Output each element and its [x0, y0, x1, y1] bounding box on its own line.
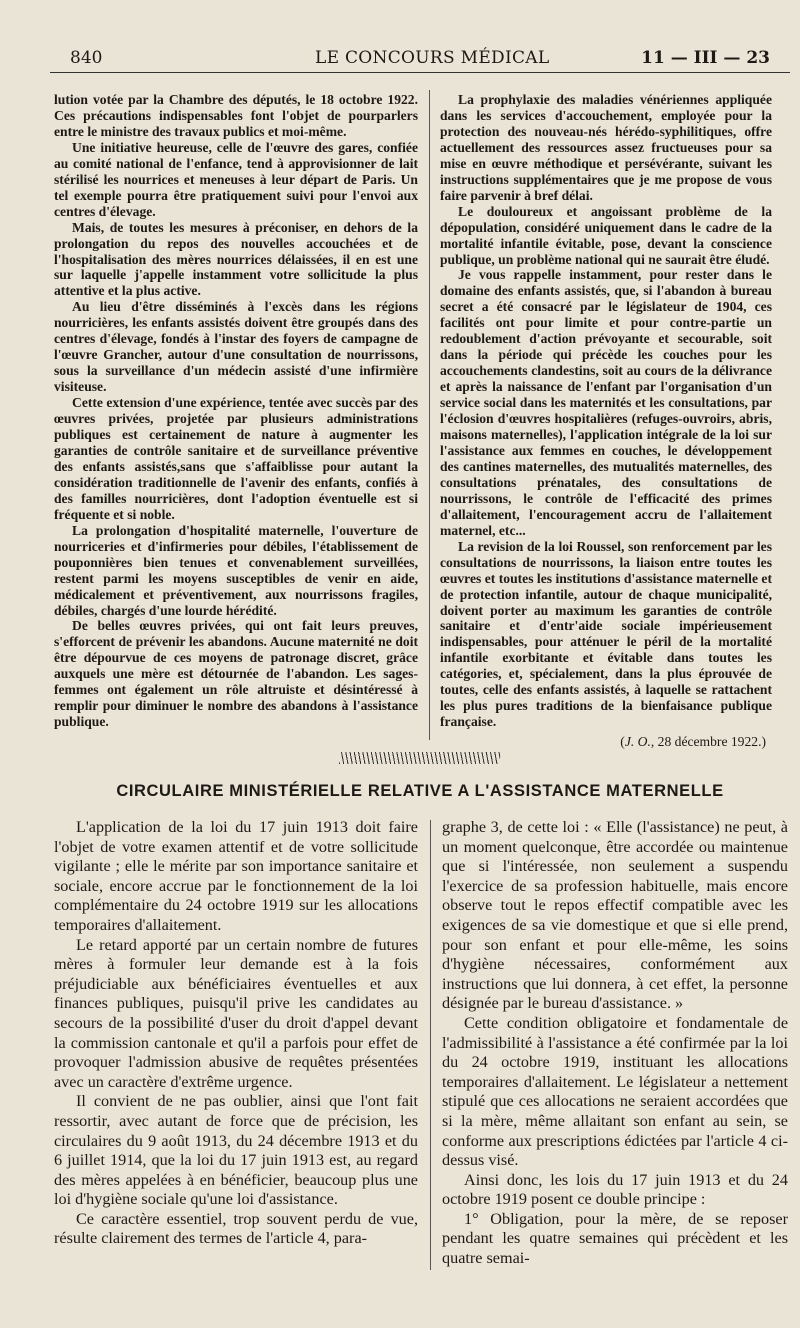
top-right-column [440, 92, 772, 750]
paragraph: La prolongation d'hospitalité maternelle, l'ouverture de nourriceries et d'infirmeries pour débiles, l'établissement de pouponnières bien tenues et convenablement surveillées, restent parmi les moyens susceptibles de venir en aide, médicalement et préventivement, aux nourrissons fragiles, débiles, chargés d'une lourde hérédité. [54, 522, 418, 618]
paragraph: La prophylaxie des maladies vénériennes appliquée dans les services d'accouchement, employée pour la protection des nouveau-nés hérédo-syphilitiques, offre actuellement des ressources assez fructueuses pour sa mise en œuvre méthodique et persévérante, suivant les instructions supplémentaires que je me propose de vous faire parvenir à bref délai. [440, 92, 772, 203]
top-left-column [54, 92, 418, 730]
paragraph: Ainsi donc, les lois du 17 juin 1913 et du 24 octobre 1919 posent ce double principe : [442, 1170, 788, 1209]
paragraph: Le retard apporté par un certain nombre de futures mères à formuler leur demande est à la fois préjudiciable aux bénéficiaires éventuelles et aux finances publiques, puisqu'il prive les candidates au secours de la possibilité d'user du droit d'appel devant la commission cantonale et qu'il a parfois pour effet de provoquer l'admission abusive de requêtes présentées avec un caractère d'extrême urgence. [54, 935, 418, 1091]
paragraph: lution votée par la Chambre des députés, le 18 octobre 1922. Ces précautions indispensables font l'objet de pourparlers entre le ministre des travaux publics et moi-même. [54, 92, 418, 139]
paragraph: graphe 3, de cette loi : « Elle (l'assistance) ne peut, à un moment quelconque, être accordée ou maintenue que si l'intéressée, non seulement a suspendu l'exercice de sa profession habituelle, mais encore observe tout le repos effectif compatible avec les exigences de sa vie domestique et que si elle prend, pour son enfant et pour elle-même, les soins d'hygiène nécessaires, conformément aux instructions que lui donnera, à cet effet, la personne désignée par le bureau d'assistance. » [442, 818, 788, 1013]
journal-title: LE CONCOURS MÉDICAL [315, 48, 550, 68]
paragraph: Cette extension d'une expérience, tentée avec succès par des œuvres privées, projetée par plusieurs administrations publiques est certainement de nature à augmenter les garanties de contrôle sanitaire et de surveillance préventive des enfants assistés,sans que s'affaiblisse pour autant la considération traditionnelle de l'avenir des enfants, confiés à des familles nourricières, dont l'adoption éventuelle est si fréquente et si noble. [54, 395, 418, 522]
page-number: 840 [70, 48, 103, 68]
signature-date: , 28 décembre 1922.) [650, 734, 766, 750]
paragraph: Mais, de toutes les mesures à préconiser, en dehors de la prolongation du repos des nouvelles accouchées et de l'hospitalisation des mères nourrices délaissées, il en est une sur laquelle j'appelle instamment votre sollicitude la plus attentive et la plus active. [54, 219, 418, 299]
section-title: CIRCULAIRE MINISTÉRIELLE RELATIVE A L'ASSISTANCE MATERNELLE [116, 782, 724, 800]
column-divider [430, 820, 431, 1270]
bottom-left-column [54, 818, 418, 1249]
bottom-right-column [442, 818, 788, 1269]
signature-open: ( [620, 734, 625, 750]
paragraph: Cette condition obligatoire et fondamentale de l'admissibilité à l'assistance a été confirmée par la loi du 24 octobre 1919, instituant les allocations temporaires d'allaitement. Le législateur a nettement stipulé que ces allocations ne seraient accordées que si la mère, même allaitant son enfant au sein, se conforme aux prescriptions édictées par l'article 4 ci-dessus visé. [442, 1013, 788, 1170]
page-header [70, 44, 770, 72]
paragraph: 1° Obligation, pour la mère, de se reposer pendant les quatre semaines qui précèdent et les quatre semai- [442, 1209, 788, 1268]
paragraph: L'application de la loi du 17 juin 1913 doit faire l'objet de votre examen attentif et de votre sollicitude vigilante ; elle le mérite par son importance sanitaire et sociale, encore accrue par le fonctionnement de la loi complémentaire du 24 octobre 1919 sur les allocations temporaires d'allaitement. [54, 818, 418, 934]
header-rule [50, 72, 790, 73]
paragraph: Le douloureux et angoissant problème de la dépopulation, considéré uniquement dans le cadre de la mortalité infantile évitable, pose, devant la conscience publique, un problème national qui ne saurait être éludé. [440, 203, 772, 267]
paragraph: Ce caractère essentiel, trop souvent perdu de vue, résulte clairement des termes de l'article 4, para- [54, 1209, 418, 1248]
signature-source: J. O. [624, 734, 651, 750]
column-divider [429, 90, 430, 740]
signature [440, 734, 772, 750]
paragraph: Je vous rappelle instamment, pour rester dans le domaine des enfants assistés, que, si l'abandon à bureau secret a été consacré par le législateur de 1904, ces facilités ont pour limite et pour contre-partie un redoublement d'action prévoyante et secourable, soit dans la période qui précède les couches pour les accouchements clandestins, soit au cours de la délivrance et après la naissance de l'enfant par l'organisation d'un service social dans les maternités et les consultations, par l'éclosion d'œuvres hospitalières (refuges-ouvroirs, abris, maisons maternelles), l'application intégrale de la loi sur l'assistance aux femmes en couches, le développement des cantines maternelles, des mutualités maternelles, des consultations prénatales, des consultations de nourrissons, le contrôle de l'efficacité des primes d'allaitement, l'encouragement accru de l'allaitement maternel, etc... [440, 267, 772, 538]
issue-date: 11 — III — 23 [641, 48, 770, 68]
ornament-divider [339, 752, 501, 764]
paragraph: Il convient de ne pas oublier, ainsi que l'ont fait ressortir, avec autant de force que de précision, les circulaires du 9 août 1913, du 24 décembre 1913 et du 6 juillet 1914, que la loi du 17 juin 1913 est, au regard des mères appelées à en bénéficier, beaucoup plus une loi d'hygiène sociale qu'une loi d'assistance. [54, 1092, 418, 1209]
paragraph: Au lieu d'être disséminés à l'excès dans les régions nourricières, les enfants assistés doivent être groupés dans des centres d'élevage, fondés à l'instar des foyers de campagne de l'œuvre Grancher, autour d'une consultation de nourrissons, sous la surveillance d'un médecin assisté d'une infirmière visiteuse. [54, 299, 418, 395]
paragraph: La revision de la loi Roussel, son renforcement par les consultations de nourrissons, la liaison entre toutes les œuvres et toutes les institutions d'assistance maternelle et de protection infantile, autour de chaque municipalité, doivent porter au maximum les garanties de contrôle sanitaire et d'entr'aide sociale impérieusement indispensables, pour atténuer le péril de la mortalité infantile exorbitante et évitable dans toutes les catégories, et, spécialement, dans la plus éprouvée de toutes, celle des enfants assistés, à laquelle se rattachent les plus pures traditions de la bienfaisance publique française. [440, 538, 772, 730]
paragraph: Une initiative heureuse, celle de l'œuvre des gares, confiée au comité national de l'enfance, tend à approvisionner de lait stérilisé les nourrices et meneuses à leur départ de Paris. Un tel exemple pourra être pratiquement suivi pour l'envoi aux centres d'élevage. [54, 139, 418, 219]
paragraph: De belles œuvres privées, qui ont fait leurs preuves, s'efforcent de prévenir les abandons. Aucune maternité ne doit être dépourvue de ces moyens de patronage discret, grâce auxquels une mère est détournée de l'abandon. Les sages-femmes ont également un rôle altruiste et désintéressé à remplir pour diminuer le nombre des abandons à l'assistance publique. [54, 618, 418, 730]
